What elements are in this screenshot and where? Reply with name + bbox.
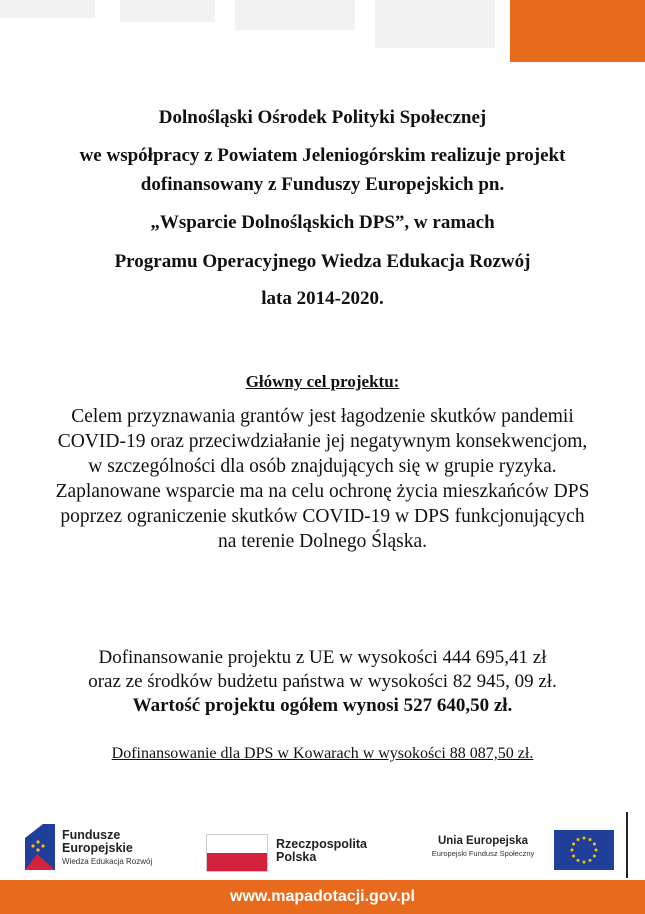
funding-total: Wartość projektu ogółem wynosi 527 640,50 zł.	[132, 695, 513, 716]
goal-line: na terenie Dolnego Śląska.	[217, 531, 427, 552]
decor-block	[120, 0, 215, 22]
header-line-1: Dolnośląski Ośrodek Polityki Społecznej	[158, 107, 487, 128]
decor-block	[375, 0, 495, 48]
goal-text	[20, 404, 625, 554]
divider-line	[626, 812, 628, 878]
header-line-6: lata 2014-2020.	[261, 288, 384, 309]
rp-line2: Polska	[276, 850, 317, 864]
rp-logo-text	[276, 838, 367, 864]
funding-block	[0, 646, 645, 718]
goal-line: w szczególności dla osób znajdujących się w grupie ryzyka.	[88, 456, 557, 477]
fe-line1: Fundusze	[62, 828, 121, 842]
header-line-5: Programu Operacyjnego Wiedza Edukacja Rozwój	[114, 251, 531, 272]
footer-bar	[0, 880, 645, 914]
eu-flag-icon	[554, 830, 614, 870]
ue-title: Unia Europejska	[437, 835, 529, 847]
goal-line: poprzez ograniczenie skutków COVID-19 w DPS funkcjonujących	[60, 506, 585, 527]
polish-flag-icon	[206, 834, 268, 872]
ue-subtitle: Europejski Fundusz Społeczny	[431, 849, 535, 858]
goal-heading: Główny cel projektu:	[245, 372, 400, 391]
goal-line: COVID-19 oraz przeciwdziałanie jej negatywnym konsekwencjom,	[57, 431, 588, 452]
funding-state: oraz ze środków budżetu państwa w wysokości 82 945, 09 zł.	[88, 671, 557, 692]
footer-url: www.mapadotacji.gov.pl	[230, 888, 415, 905]
decor-block	[0, 0, 95, 18]
header-line-4: „Wsparcie Dolnośląskich DPS”, w ramach	[150, 212, 495, 233]
fe-line2: Europejskie	[62, 841, 133, 855]
fe-subtitle: Wiedza Edukacja Rozwój	[62, 857, 153, 866]
orange-corner-block	[510, 0, 645, 62]
funding-eu: Dofinansowanie projektu z UE w wysokości 444 695,41 zł	[98, 647, 547, 668]
logo-bar	[0, 812, 645, 878]
header-line-3: dofinansowany z Funduszy Europejskich pn.	[140, 174, 505, 195]
ue-logo-text	[418, 835, 548, 858]
rp-line1: Rzeczpospolita	[276, 837, 367, 851]
goal-line: Celem przyznawania grantów jest łagodzenie skutków pandemii	[71, 406, 574, 427]
top-decoration	[0, 0, 645, 70]
dps-funding-note: Dofinansowanie dla DPS w Kowarach w wysokości 88 087,50 zł.	[111, 745, 534, 762]
fe-logo-text	[62, 829, 152, 868]
decor-block	[235, 0, 355, 30]
fundusze-europejskie-logo-icon	[25, 824, 55, 870]
header-line-2: we współpracy z Powiatem Jeleniogórskim realizuje projekt	[79, 145, 566, 166]
goal-line: Zaplanowane wsparcie ma na celu ochronę życia mieszkańców DPS	[55, 481, 590, 502]
